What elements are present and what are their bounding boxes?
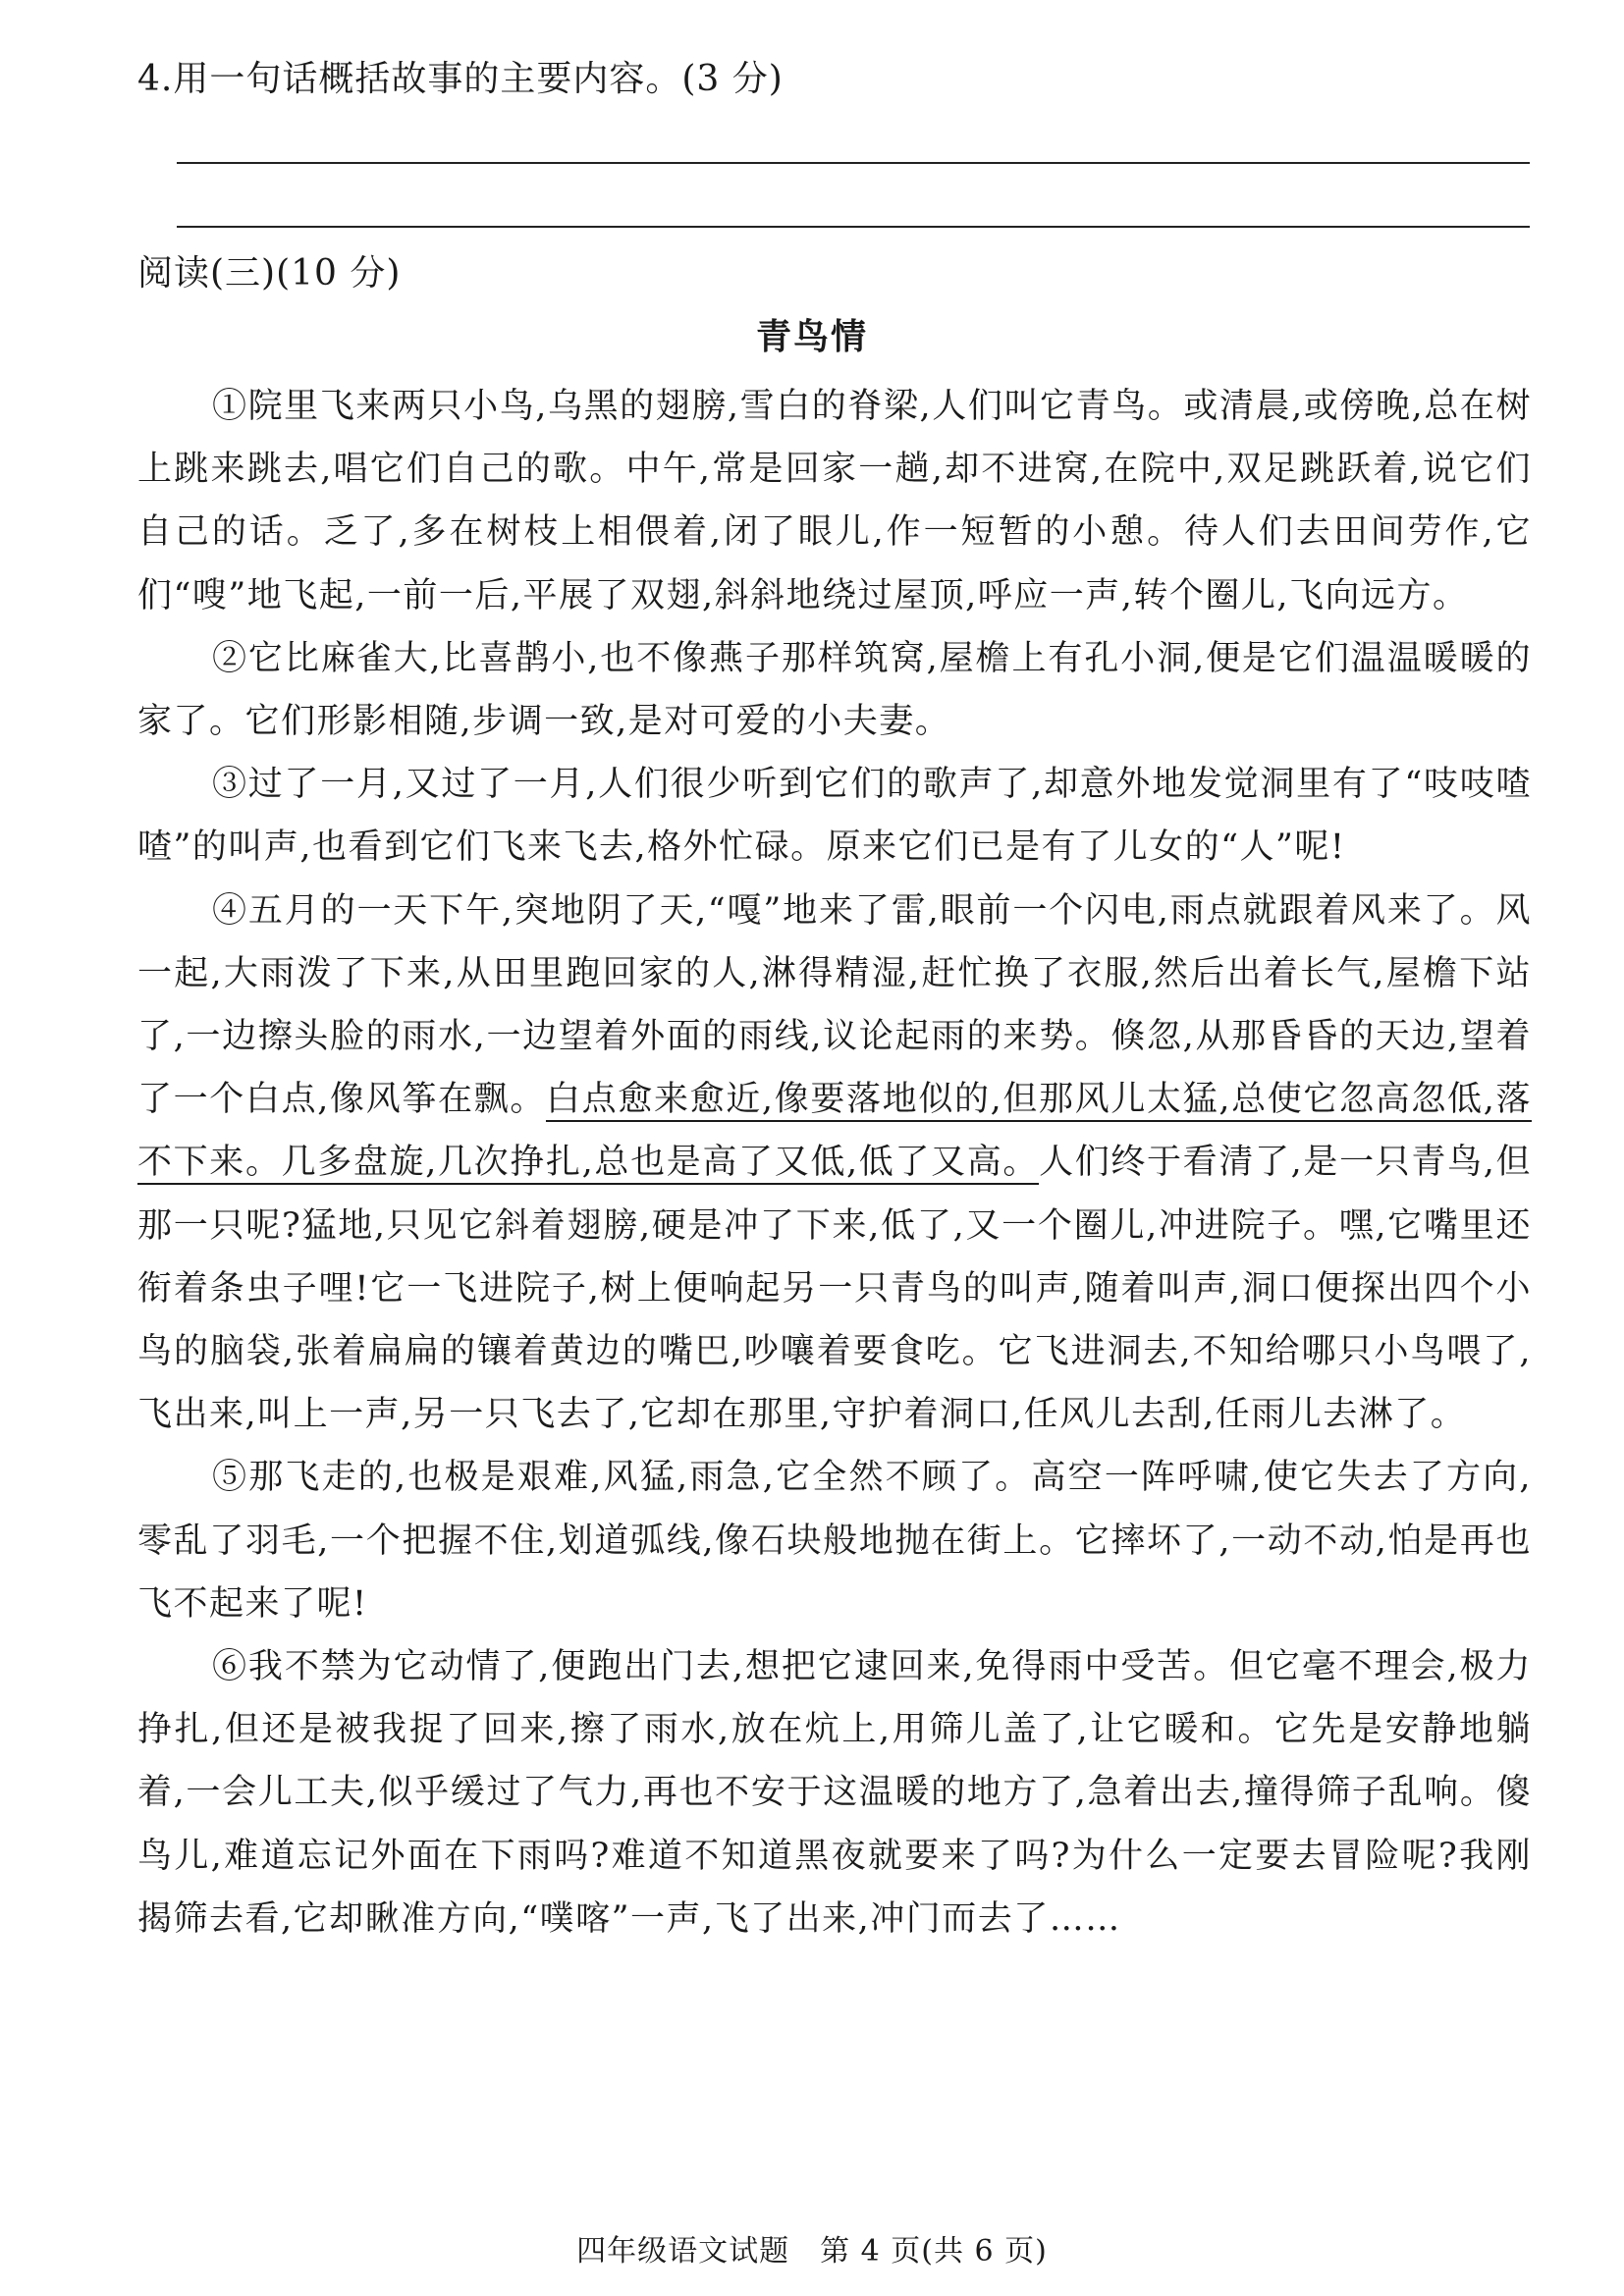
paragraph-1-text: ①院里飞来两只小鸟,乌黑的翅膀,雪白的脊梁,人们叫它青鸟。或清晨,或傍晚,总在树上跳来跳去,唱它们自己的歌。中午,常是回家一趟,却不进窝,在院中,双足跳跃着,说它们自己的话。乏了,多在树枝上相偎着,闭了眼儿,作一短暂的小憩。待人们去田间劳作,它们“嗖”地飞起,一前一后,平展了双翅,斜斜地绕过屋顶,呼应一声,转个圈儿,飞向远方。 — [137, 387, 1532, 615]
paragraph-2 — [137, 627, 1532, 753]
story-title: 青鸟情 — [755, 317, 868, 357]
answer-line-2[interactable] — [177, 226, 1530, 228]
paragraph-4-text-end: 人们终于看清了,是一只青鸟,但那一只呢?猛地,只见它斜着翅膀,硬是冲了下来,低了,又一个圈儿,冲进院子。嘿,它嘴里还衔着条虫子哩!它一飞进院子,树上便响起另一只青鸟的叫声,随着叫声,洞口便探出四个小鸟的脑袋,张着扁扁的镶着黄边的嘴巴,吵嚷着要食吃。它飞进洞去,不知给哪只小鸟喂了,飞出来,叫上一声,另一只飞去了,它却在那里,守护着洞口,任风儿去刮,任雨儿去淋了。 — [137, 1143, 1532, 1435]
paragraph-6 — [137, 1635, 1532, 1950]
paragraph-4-text-start: ④五月的一天下午,突地阴了天,“嘎”地来了雷,眼前一个闪电,雨点就跟着风来了。风一起,大雨泼了下来,从田里跑回家的人,淋得精湿,赶忙换了衣服,然后出着长气,屋檐下站了,一边擦头脸的雨水,一边望着外面的雨线,议论起雨的来势。倏忽,从那昏昏的天边,望着了一个白点,像风筝在飘。 — [137, 890, 1532, 1120]
section-title: 阅读(三)(10 分) — [137, 253, 402, 294]
paragraph-2-text: ②它比麻雀大,比喜鹊小,也不像燕子那样筑窝,屋檐上有孔小洞,便是它们温温暖暖的家了。它们形影相随,步调一致,是对可爱的小夫妻。 — [137, 638, 1532, 742]
question-4: 4.用一句话概括故事的主要内容。(3 分) — [137, 59, 784, 99]
paragraph-5 — [137, 1446, 1532, 1635]
paragraph-4-underlined-sentence: 白点愈来愈近,像要落地似的,但那风儿太猛,总使它忽高忽低,落不下来。几多盘旋,几次挣扎,总也是高了又低,低了又高。 — [137, 1080, 1532, 1183]
paragraph-3-text: ③过了一月,又过了一月,人们很少听到它们的歌声了,却意外地发觉洞里有了“吱吱喳喳”的叫声,也看到它们飞来飞去,格外忙碌。原来它们已是有了儿女的“人”呢! — [137, 765, 1532, 868]
page-footer: 四年级语文试题 第 4 页(共 6 页) — [576, 2234, 1048, 2269]
paragraph-3 — [137, 753, 1532, 879]
answer-line-1[interactable] — [177, 162, 1530, 164]
passage — [137, 375, 1532, 1950]
paragraph-6-text: ⑥我不禁为它动情了,便跑出门去,想把它逮回来,免得雨中受苦。但它毫不理会,极力挣扎,但还是被我捉了回来,擦了雨水,放在炕上,用筛儿盖了,让它暖和。它先是安静地躺着,一会儿工夫,似乎缓过了气力,再也不安于这温暖的地方了,急着出去,撞得筛子乱响。傻鸟儿,难道忘记外面在下雨吗?难道不知道黑夜就要来了吗?为什么一定要去冒险呢?我刚揭筛去看,它却瞅准方向,“噗喀”一声,飞了出来,冲门而去了…… — [137, 1647, 1532, 1939]
paragraph-4 — [137, 880, 1532, 1447]
paragraph-1 — [137, 375, 1532, 627]
paragraph-5-text: ⑤那飞走的,也极是艰难,风猛,雨急,它全然不顾了。高空一阵呼啸,使它失去了方向,零乱了羽毛,一个把握不住,划道弧线,像石块般地抛在街上。它摔坏了,一动不动,怕是再也飞不起来了呢! — [137, 1458, 1532, 1624]
